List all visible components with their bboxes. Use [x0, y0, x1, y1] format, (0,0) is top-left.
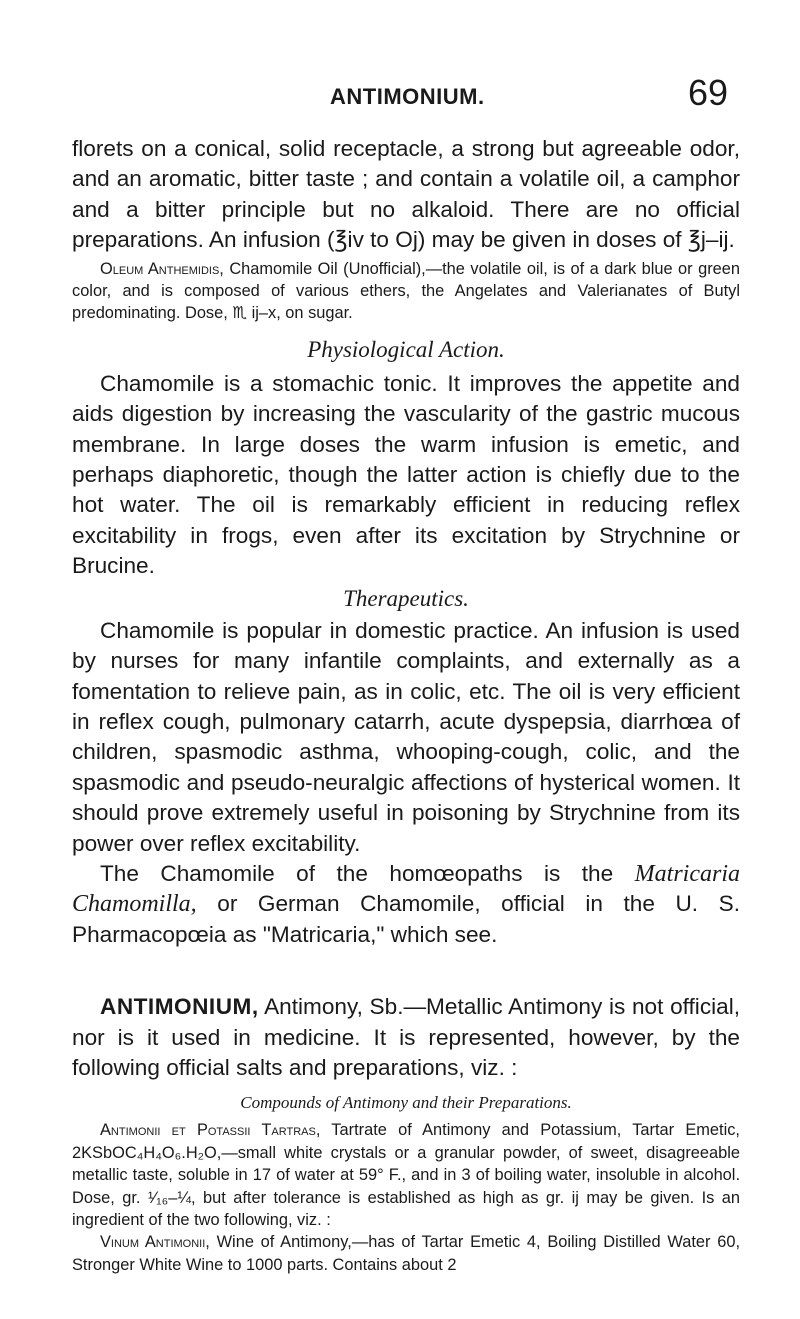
therapeutics-heading: Therapeutics. — [343, 585, 469, 611]
vinum-antimonii-title: Vinum Antimonii, — [100, 1233, 210, 1252]
therapeutics-text-b: or German Chamomile, official in the U. S. Pharmacopœia as "Matricaria," which see. — [72, 891, 740, 947]
tartras-paragraph — [72, 1119, 740, 1231]
antimonium-entry-head: ANTIMONIUM, — [100, 994, 259, 1020]
tartras-text: Tartrate of Antimony and Potassium, Tartar Emetic, 2KSbOC₄H₄O₆.H₂O,—small white crystals or a granular powder, of sweet, disagreeable metallic taste, soluble in 17 of water at 59° F., and in 3 of boiling water, insoluble in alcohol. Dose, gr. ¹⁄₁₆–¼, but after tolerance is established as high as gr. ij may be given. Is an ingredient of the two following, viz. : — [72, 1121, 740, 1229]
therapeutics-paragraph-2 — [72, 859, 740, 950]
physiological-action-paragraph: Chamomile is a stomachic tonic. It improves the appetite and aids digestion by increasing the vascularity of the gastric mucous membrane. In large doses the warm infusion is emetic, and perhaps diaphoretic, though the latter action is chiefly due to the hot water. The oil is remarkably efficient in reducing reflex excitability in frogs, even after its excitation by Strychnine or Brucine. — [72, 370, 740, 579]
tartras-title: Antimonii et Potassii Tartras, — [100, 1121, 321, 1140]
matricaria-italic: Matricaria Chamomilla, — [72, 860, 740, 918]
page-header — [0, 70, 740, 120]
antimonium-entry-paragraph — [72, 992, 740, 1083]
chamomile-intro-paragraph: florets on a conical, solid receptacle, a strong but agreeable odor, and an aromatic, bitter taste ; and contain a volatile oil, a camphor and a bitter principle but no alkaloid. There are no official preparations. An infusion (℥iv to Oj) may be given in doses of ℥j–ij. — [72, 136, 740, 253]
therapeutics-text-a: The Chamomile of the homœopaths is the — [100, 860, 635, 886]
vinum-antimonii-paragraph — [72, 1231, 740, 1276]
oleum-anthemidis-title: Oleum Anthemidis, — [100, 259, 224, 278]
compounds-heading: Compounds of Antimony and their Preparations. — [240, 1093, 572, 1113]
therapeutics-paragraph-1: Chamomile is popular in domestic practice. An infusion is used by nurses for many infantile complaints, and externally as a fomentation to relieve pain, as in colic, etc. The oil is very efficient in reflex cough, pulmonary catarrh, acute dyspepsia, diarrhœa of children, spasmodic asthma, whooping-cough, colic, and the spasmodic and pseudo-neuralgic affections of hysterical women. It should prove extremely useful in poisoning by Strychnine from its power over reflex excitability. — [72, 617, 740, 856]
oleum-anthemidis-paragraph — [72, 258, 740, 325]
running-head: ANTIMONIUM. — [330, 84, 485, 109]
vinum-antimonii-text: Wine of Antimony,—has of Tartar Emetic 4, Boiling Distilled Water 60, Stronger White Wine to 1000 parts. Contains about 2 — [72, 1233, 741, 1274]
page-number: 69 — [688, 72, 729, 113]
page-body — [72, 134, 740, 1276]
physiological-action-heading: Physiological Action. — [307, 336, 505, 362]
antimonium-entry-text: Antimony, Sb.—Metallic Antimony is not official, nor is it used in medicine. It is represented, however, by the following official salts and preparations, viz. : — [72, 994, 740, 1080]
oleum-anthemidis-text: Chamomile Oil (Unofficial),—the volatile oil, is of a dark blue or green color, and is composed of various ethers, the Angelates and Valerianates of Butyl predominating. Dose, ♏ ij–x, on sugar. — [72, 259, 740, 323]
